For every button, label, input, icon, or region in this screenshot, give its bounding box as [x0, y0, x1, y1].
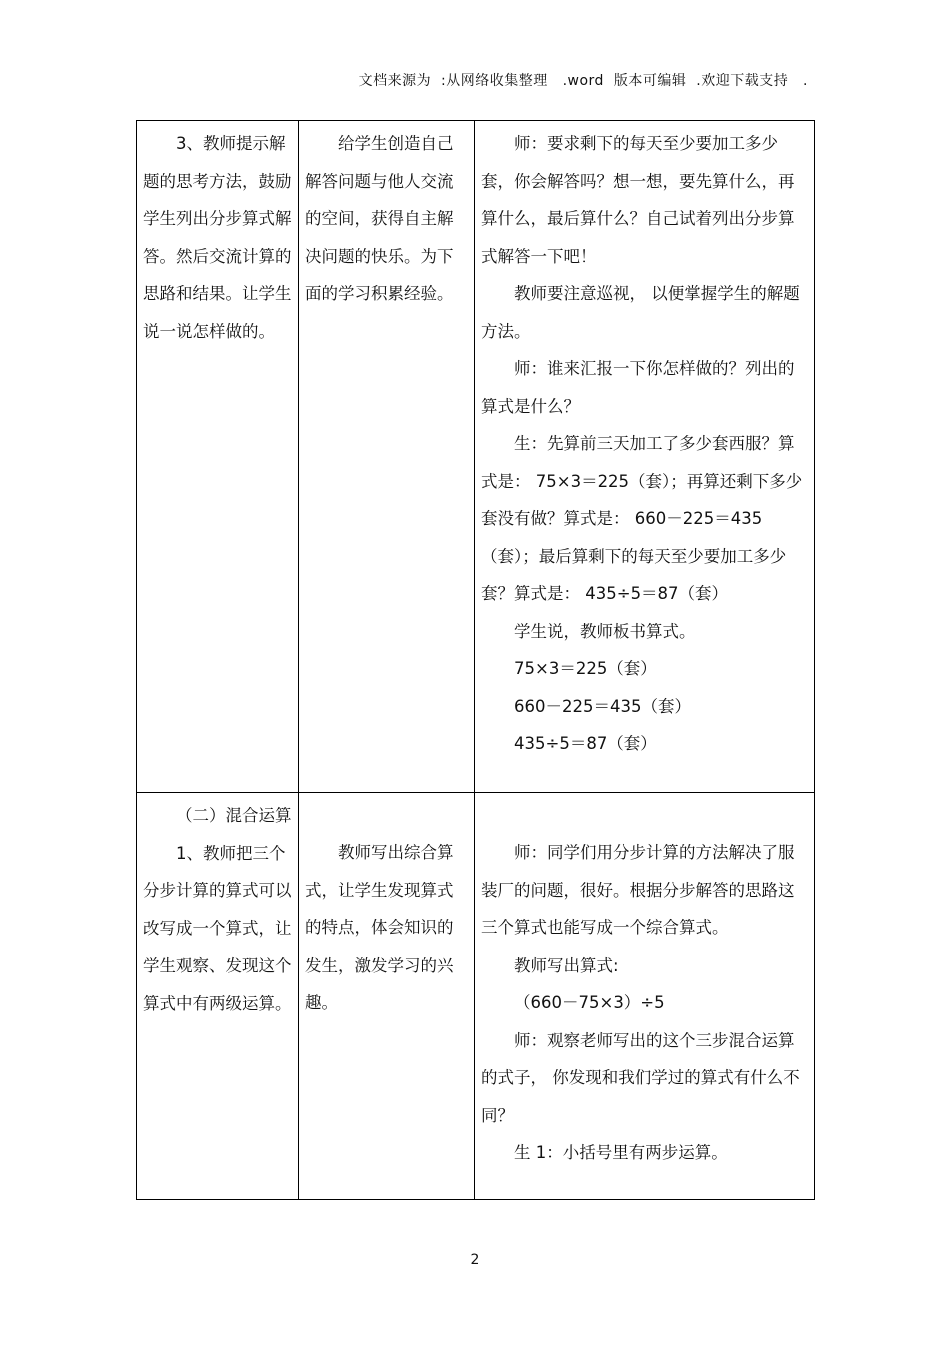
dialogue-paragraph: 师：同学们用分步计算的方法解决了服装厂的问题，很好。根据分步解答的思路这三个算式也能写成一个综合算式。 [481, 843, 795, 937]
section-title: （二）混合运算 [176, 806, 292, 825]
teaching-step-text: 1、教师把三个分步计算的算式可以改写成一个算式，让学生观察、发现这个算式中有两级运算。 [143, 843, 292, 1013]
formula-line: 435÷5＝87（套） [514, 734, 657, 753]
dialogue-paragraph: 教师写出算式: [514, 955, 619, 975]
lesson-plan-table [136, 120, 815, 1200]
page-number: 2 [470, 1252, 480, 1268]
dialogue-paragraph: 学生说，教师板书算式。 [514, 621, 696, 641]
classroom-dialogue-cell [475, 121, 815, 793]
document-header: 文档来源为 :从网络收集整理 .word 版本可编辑 .欢迎下载支持 . [358, 73, 808, 89]
design-intent-text: 给学生创造自己解答问题与他人交流的空间，获得自主解决问题的快乐。为下面的学习积累经验。 [305, 134, 454, 303]
formula-line: 75×3＝225（套） [514, 659, 657, 678]
table-row [137, 121, 815, 793]
dialogue-paragraph: 师：谁来汇报一下你怎样做的？列出的算式是什么？ [481, 359, 795, 416]
formula-line: （660－75×3）÷5 [514, 993, 665, 1012]
teaching-step-cell [137, 793, 299, 1200]
table-row [137, 793, 815, 1200]
dialogue-paragraph: 生 1：小括号里有两步运算。 [514, 1143, 728, 1162]
design-intent-cell [299, 793, 475, 1200]
classroom-dialogue-cell [475, 793, 815, 1200]
dialogue-paragraph: 生：先算前三天加工了多少套西服？算式是： 75×3＝225（套）；再算还剩下多少套没有做？算式是： 660－225＝435（套）；最后算剩下的每天至少要加工多少套？算式是： 435÷5＝87（套） [481, 434, 803, 603]
dialogue-paragraph: 师：要求剩下的每天至少要加工多少套，你会解答吗？想一想，要先算什么，再算什么，最后算什么？自己试着列出分步算式解答一下吧！ [481, 134, 795, 266]
dialogue-paragraph: 教师要注意巡视， 以便掌握学生的解题方法。 [481, 284, 800, 341]
formula-line: 660－225＝435（套） [514, 696, 691, 716]
teaching-step-text: 3、教师提示解题的思考方法，鼓励学生列出分步算式解答。然后交流计算的思路和结果。让学生说一说怎样做的。 [143, 134, 292, 341]
teaching-step-cell [137, 121, 299, 793]
design-intent-cell [299, 121, 475, 793]
dialogue-paragraph: 师：观察老师写出的这个三步混合运算的式子， 你发现和我们学过的算式有什么不同？ [481, 1030, 800, 1125]
design-intent-text: 教师写出综合算式，让学生发现算式的特点，体会知识的发生，激发学习的兴趣。 [305, 843, 454, 1012]
